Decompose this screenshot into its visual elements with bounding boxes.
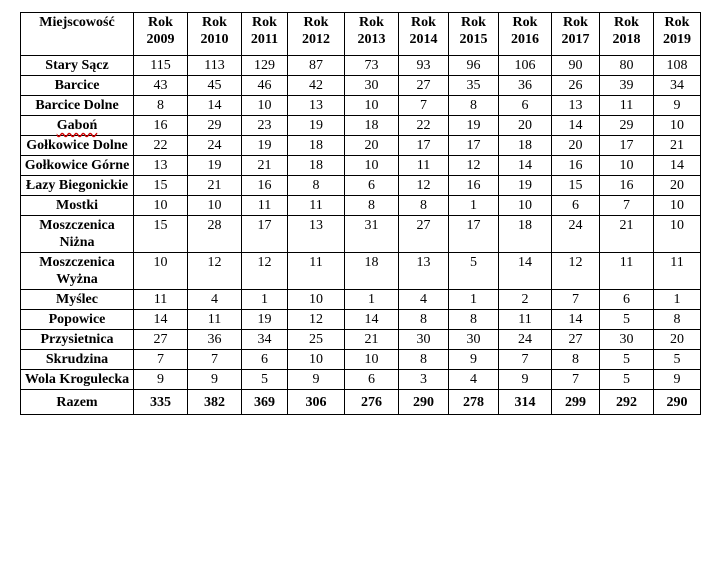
value-cell: 11 (600, 253, 654, 290)
value-cell: 17 (399, 136, 449, 156)
value-cell: 15 (552, 176, 600, 196)
value-cell: 11 (288, 253, 345, 290)
value-cell: 10 (134, 253, 188, 290)
value-cell: 1 (449, 290, 499, 310)
column-header-year: Rok 2012 (288, 13, 345, 56)
value-cell: 10 (654, 116, 701, 136)
value-cell: 11 (242, 196, 288, 216)
table-row (21, 136, 701, 156)
locality-name: Gołkowice Górne (21, 156, 134, 176)
value-cell: 22 (134, 136, 188, 156)
value-cell: 14 (499, 253, 552, 290)
value-cell: 11 (134, 290, 188, 310)
column-header-year: Rok 2014 (399, 13, 449, 56)
column-header-year: Rok 2009 (134, 13, 188, 56)
value-cell: 36 (499, 76, 552, 96)
value-cell: 17 (449, 136, 499, 156)
value-cell: 5 (600, 370, 654, 390)
value-cell: 46 (242, 76, 288, 96)
value-cell: 10 (188, 196, 242, 216)
value-cell: 5 (600, 310, 654, 330)
value-cell: 2 (499, 290, 552, 310)
value-cell: 28 (188, 216, 242, 253)
value-cell: 34 (654, 76, 701, 96)
locality-name: Przysietnica (21, 330, 134, 350)
value-cell: 36 (188, 330, 242, 350)
total-cell: 335 (134, 390, 188, 415)
value-cell: 29 (600, 116, 654, 136)
value-cell: 18 (345, 116, 399, 136)
value-cell: 14 (552, 310, 600, 330)
value-cell: 9 (288, 370, 345, 390)
value-cell: 13 (288, 216, 345, 253)
value-cell: 9 (499, 370, 552, 390)
column-header-year: Rok 2011 (242, 13, 288, 56)
locality-name: Barcice (21, 76, 134, 96)
table-row (21, 253, 701, 290)
value-cell: 21 (600, 216, 654, 253)
value-cell: 17 (449, 216, 499, 253)
value-cell: 7 (552, 370, 600, 390)
value-cell: 21 (345, 330, 399, 350)
value-cell: 19 (288, 116, 345, 136)
value-cell: 5 (449, 253, 499, 290)
value-cell: 34 (242, 330, 288, 350)
total-cell: 299 (552, 390, 600, 415)
value-cell: 6 (345, 176, 399, 196)
value-cell: 11 (600, 96, 654, 116)
value-cell: 20 (654, 176, 701, 196)
value-cell: 18 (288, 156, 345, 176)
value-cell: 29 (188, 116, 242, 136)
table-row (21, 370, 701, 390)
value-cell: 16 (600, 176, 654, 196)
value-cell: 45 (188, 76, 242, 96)
value-cell: 11 (188, 310, 242, 330)
value-cell: 129 (242, 56, 288, 76)
locality-name: Stary Sącz (21, 56, 134, 76)
total-row (21, 390, 701, 415)
value-cell: 26 (552, 76, 600, 96)
value-cell: 14 (499, 156, 552, 176)
value-cell: 10 (288, 290, 345, 310)
value-cell: 12 (288, 310, 345, 330)
value-cell: 15 (134, 216, 188, 253)
value-cell: 30 (399, 330, 449, 350)
value-cell: 73 (345, 56, 399, 76)
value-cell: 13 (399, 253, 449, 290)
table-row (21, 350, 701, 370)
value-cell: 14 (188, 96, 242, 116)
value-cell: 21 (654, 136, 701, 156)
value-cell: 14 (552, 116, 600, 136)
locality-name: Myślec (21, 290, 134, 310)
value-cell: 10 (288, 350, 345, 370)
value-cell: 27 (399, 76, 449, 96)
value-cell: 11 (499, 310, 552, 330)
value-cell: 6 (600, 290, 654, 310)
value-cell: 17 (242, 216, 288, 253)
locality-name: Popowice (21, 310, 134, 330)
value-cell: 11 (654, 253, 701, 290)
total-cell: 382 (188, 390, 242, 415)
value-cell: 9 (654, 370, 701, 390)
value-cell: 39 (600, 76, 654, 96)
column-header-year: Rok 2013 (345, 13, 399, 56)
value-cell: 30 (600, 330, 654, 350)
value-cell: 1 (345, 290, 399, 310)
value-cell: 21 (242, 156, 288, 176)
value-cell: 10 (654, 196, 701, 216)
value-cell: 8 (552, 350, 600, 370)
value-cell: 24 (188, 136, 242, 156)
value-cell: 16 (449, 176, 499, 196)
value-cell: 10 (600, 156, 654, 176)
locality-name: Mostki (21, 196, 134, 216)
value-cell: 11 (288, 196, 345, 216)
value-cell: 19 (499, 176, 552, 196)
value-cell: 87 (288, 56, 345, 76)
value-cell: 1 (654, 290, 701, 310)
value-cell: 9 (188, 370, 242, 390)
value-cell: 96 (449, 56, 499, 76)
total-cell: 369 (242, 390, 288, 415)
locality-name: Wola Krogulecka (21, 370, 134, 390)
value-cell: 11 (399, 156, 449, 176)
value-cell: 14 (134, 310, 188, 330)
value-cell: 30 (449, 330, 499, 350)
value-cell: 16 (242, 176, 288, 196)
value-cell: 8 (399, 196, 449, 216)
value-cell: 7 (552, 290, 600, 310)
value-cell: 10 (242, 96, 288, 116)
value-cell: 27 (552, 330, 600, 350)
value-cell: 22 (399, 116, 449, 136)
value-cell: 17 (600, 136, 654, 156)
value-cell: 23 (242, 116, 288, 136)
value-cell: 8 (288, 176, 345, 196)
value-cell: 19 (242, 310, 288, 330)
value-cell: 108 (654, 56, 701, 76)
value-cell: 8 (134, 96, 188, 116)
value-cell: 14 (654, 156, 701, 176)
value-cell: 1 (449, 196, 499, 216)
total-cell: 278 (449, 390, 499, 415)
table-row (21, 310, 701, 330)
value-cell: 80 (600, 56, 654, 76)
locality-name: Moszczenica Wyżna (21, 253, 134, 290)
locality-name: Łazy Biegonickie (21, 176, 134, 196)
value-cell: 19 (242, 136, 288, 156)
value-cell: 19 (188, 156, 242, 176)
table-row (21, 96, 701, 116)
value-cell: 10 (345, 156, 399, 176)
value-cell: 1 (242, 290, 288, 310)
value-cell: 13 (134, 156, 188, 176)
table-row (21, 116, 701, 136)
locality-name: Barcice Dolne (21, 96, 134, 116)
total-cell: 292 (600, 390, 654, 415)
value-cell: 4 (188, 290, 242, 310)
value-cell: 12 (552, 253, 600, 290)
header-row (21, 13, 701, 56)
value-cell: 18 (499, 216, 552, 253)
value-cell: 7 (499, 350, 552, 370)
value-cell: 106 (499, 56, 552, 76)
value-cell: 10 (345, 350, 399, 370)
value-cell: 10 (499, 196, 552, 216)
value-cell: 35 (449, 76, 499, 96)
value-cell: 20 (654, 330, 701, 350)
value-cell: 4 (449, 370, 499, 390)
value-cell: 20 (345, 136, 399, 156)
column-header-year: Rok 2010 (188, 13, 242, 56)
value-cell: 18 (345, 253, 399, 290)
locality-name: Skrudzina (21, 350, 134, 370)
value-cell: 113 (188, 56, 242, 76)
column-header-year: Rok 2018 (600, 13, 654, 56)
total-cell: 290 (654, 390, 701, 415)
value-cell: 8 (449, 96, 499, 116)
value-cell: 27 (134, 330, 188, 350)
value-cell: 24 (499, 330, 552, 350)
locality-name: Gołkowice Dolne (21, 136, 134, 156)
value-cell: 3 (399, 370, 449, 390)
value-cell: 7 (134, 350, 188, 370)
value-cell: 21 (188, 176, 242, 196)
column-header-year: Rok 2016 (499, 13, 552, 56)
value-cell: 10 (345, 96, 399, 116)
value-cell: 25 (288, 330, 345, 350)
value-cell: 30 (345, 76, 399, 96)
value-cell: 5 (242, 370, 288, 390)
value-cell: 8 (449, 310, 499, 330)
total-cell: 314 (499, 390, 552, 415)
value-cell: 7 (188, 350, 242, 370)
value-cell: 24 (552, 216, 600, 253)
total-cell: 306 (288, 390, 345, 415)
table-row (21, 56, 701, 76)
table-row (21, 156, 701, 176)
table-row (21, 176, 701, 196)
value-cell: 5 (600, 350, 654, 370)
total-label: Razem (21, 390, 134, 415)
table-row (21, 330, 701, 350)
column-header-locality: Miejscowość (21, 13, 134, 56)
value-cell: 12 (449, 156, 499, 176)
value-cell: 90 (552, 56, 600, 76)
value-cell: 115 (134, 56, 188, 76)
value-cell: 13 (288, 96, 345, 116)
table-row (21, 290, 701, 310)
value-cell: 8 (399, 350, 449, 370)
data-table (20, 12, 701, 415)
value-cell: 12 (242, 253, 288, 290)
value-cell: 10 (654, 216, 701, 253)
value-cell: 9 (654, 96, 701, 116)
value-cell: 9 (449, 350, 499, 370)
value-cell: 43 (134, 76, 188, 96)
value-cell: 6 (242, 350, 288, 370)
value-cell: 13 (552, 96, 600, 116)
value-cell: 8 (654, 310, 701, 330)
value-cell: 7 (600, 196, 654, 216)
column-header-year: Rok 2017 (552, 13, 600, 56)
value-cell: 9 (134, 370, 188, 390)
total-cell: 276 (345, 390, 399, 415)
table-row (21, 196, 701, 216)
column-header-year: Rok 2019 (654, 13, 701, 56)
column-header-year: Rok 2015 (449, 13, 499, 56)
value-cell: 42 (288, 76, 345, 96)
value-cell: 8 (345, 196, 399, 216)
value-cell: 5 (654, 350, 701, 370)
value-cell: 7 (399, 96, 449, 116)
value-cell: 20 (552, 136, 600, 156)
value-cell: 6 (499, 96, 552, 116)
value-cell: 20 (499, 116, 552, 136)
value-cell: 18 (288, 136, 345, 156)
value-cell: 19 (449, 116, 499, 136)
value-cell: 10 (134, 196, 188, 216)
value-cell: 18 (499, 136, 552, 156)
table-row (21, 76, 701, 96)
value-cell: 31 (345, 216, 399, 253)
value-cell: 6 (345, 370, 399, 390)
value-cell: 16 (134, 116, 188, 136)
value-cell: 93 (399, 56, 449, 76)
value-cell: 15 (134, 176, 188, 196)
table-row (21, 216, 701, 253)
locality-name: Gaboń (21, 116, 134, 136)
value-cell: 16 (552, 156, 600, 176)
value-cell: 14 (345, 310, 399, 330)
value-cell: 12 (399, 176, 449, 196)
value-cell: 6 (552, 196, 600, 216)
locality-name: Moszczenica Niżna (21, 216, 134, 253)
value-cell: 8 (399, 310, 449, 330)
value-cell: 27 (399, 216, 449, 253)
value-cell: 12 (188, 253, 242, 290)
total-cell: 290 (399, 390, 449, 415)
value-cell: 4 (399, 290, 449, 310)
